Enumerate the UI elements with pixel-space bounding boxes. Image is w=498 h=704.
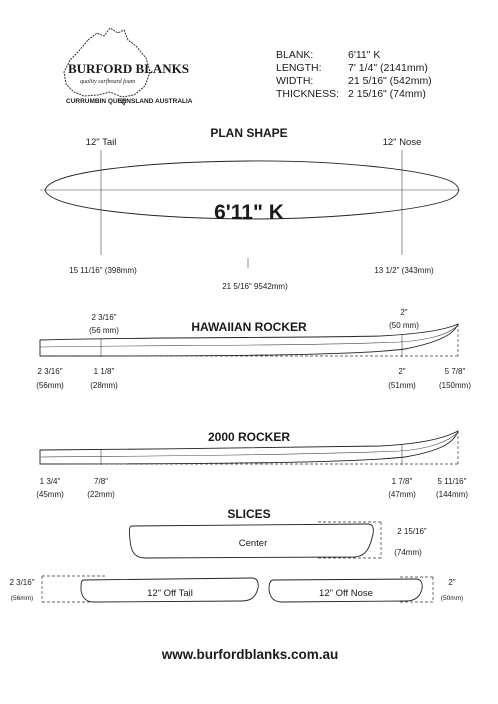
haw-nose-12-label: 2"	[398, 367, 406, 376]
spec-label-width: WIDTH:	[276, 75, 314, 87]
haw-tail-top-mm: (56 mm)	[89, 326, 119, 335]
nose-slice-label: 12" Off Nose	[319, 588, 373, 599]
r2000-tail-12-mm: (22mm)	[87, 490, 115, 499]
tail-slice-label: 12" Off Tail	[147, 588, 193, 599]
plan-model-label: 6'11" K	[214, 201, 284, 224]
haw-tail-end-label: 2 3/16"	[37, 367, 63, 376]
center-slice-label: Center	[238, 538, 268, 549]
rocker-2000-title: 2000 ROCKER	[207, 430, 291, 444]
tail-12-label: 12" Tail	[85, 137, 117, 148]
brand-logo	[64, 28, 193, 105]
plan-shape-title: PLAN SHAPE	[210, 126, 288, 140]
center-thick-label: 2 15/16"	[397, 527, 427, 536]
haw-nose-end-label: 5 7/8"	[444, 367, 466, 376]
r2000-tail-end-label: 1 3/4"	[39, 477, 61, 486]
tail-width-label: 15 11/16" (398mm)	[69, 266, 137, 275]
r2000-nose-12-mm: (47mm)	[388, 490, 416, 499]
spec-label-length: LENGTH:	[276, 62, 322, 74]
nose-thick-mm: (50mm)	[440, 595, 464, 602]
haw-nose-end-mm: (150mm)	[438, 381, 472, 390]
haw-tail-end-mm: (56mm)	[36, 381, 64, 390]
tail-thick-label: 2 3/16"	[9, 578, 35, 587]
tail-thick-mm: (56mm)	[10, 595, 34, 602]
slices-title: SLICES	[227, 507, 271, 521]
logo-location: CURRUMBIN QUEENSLAND AUSTRALIA	[66, 98, 193, 105]
center-width-label: 21 5/16" 9542mm)	[222, 282, 288, 291]
r2000-nose-end-label: 5 11/16"	[437, 477, 467, 486]
logo-brand-text: BURFORD BLANKS	[68, 61, 189, 76]
r2000-nose-12-label: 1 7/8"	[391, 477, 413, 486]
spec-value-width: 21 5/16" (542mm)	[348, 75, 432, 87]
center-thick-mm: (74mm)	[394, 548, 422, 557]
haw-tail-12-label: 1 1/8"	[93, 367, 115, 376]
logo-tagline: quality surfboard foam	[80, 79, 136, 85]
spec-label-blank: BLANK:	[276, 49, 314, 61]
spec-value-length: 7' 1/4" (2141mm)	[348, 62, 428, 74]
haw-nose-top-mm: (50 mm)	[389, 321, 419, 330]
haw-tail-12-mm: (28mm)	[90, 381, 118, 390]
nose-12-label: 12" Nose	[382, 137, 422, 148]
slices-section	[9, 507, 463, 602]
r2000-nose-end-mm: (144mm)	[435, 490, 469, 499]
haw-nose-12-mm: (51mm)	[388, 381, 416, 390]
hawaiian-rocker-section	[36, 308, 471, 390]
spec-label-thickness: THICKNESS:	[276, 88, 340, 100]
spec-table	[276, 49, 432, 100]
r2000-tail-12-label: 7/8"	[94, 477, 108, 486]
website-link[interactable]: www.burfordblanks.com.au	[161, 647, 339, 662]
spec-value-blank: 6'11" K	[348, 49, 381, 61]
haw-tail-top-label: 2 3/16"	[91, 313, 117, 322]
spec-value-thickness: 2 15/16" (74mm)	[348, 88, 426, 100]
plan-shape-section	[40, 126, 460, 291]
nose-width-label: 13 1/2" (343mm)	[374, 266, 434, 275]
haw-nose-top-label: 2"	[400, 308, 408, 317]
hawaiian-rocker-title: HAWAIIAN ROCKER	[191, 320, 307, 334]
nose-thick-label: 2"	[448, 578, 456, 587]
rocker-2000-section	[36, 430, 468, 499]
r2000-tail-end-mm: (45mm)	[36, 490, 64, 499]
